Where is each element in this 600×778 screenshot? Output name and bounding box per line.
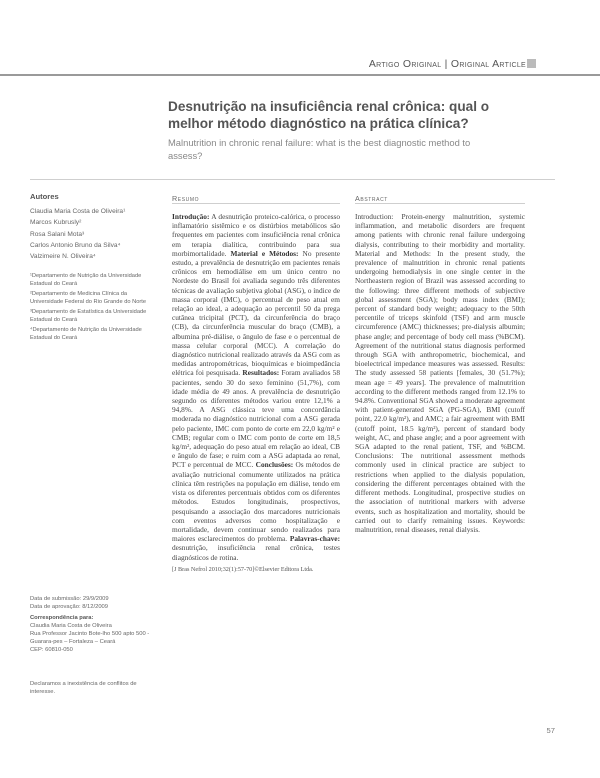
author-name: Marcos Kubrusly² (30, 219, 82, 227)
section-label: Artigo Original | Original Article (368, 58, 526, 70)
abstract-methods: In the present study, the prevalence of malnutrition in chronic renal patients undergoing hemodialysis in one single center in the Northeastern region of Brazil was assessed according to the following: three different methods of subjective global assessment (SGA); body mass index (BMI); percent of standard body weight; adequacy to the 50th percentile of triceps skinfold (TSF) and arm muscle circumference (AMC) thicknesses; pre-dialysis albumin; phase angle; and percentage of body cell mass (%BCM). Agreement of the nutritional status diagnosis performed through SGA with anthropometric, biochemical, and bioelectrical impedance measures was assessed. (355, 248, 525, 369)
correspondence-name: Claudia Maria Costa de Oliveira (30, 623, 112, 629)
abstract-intro-label: Introduction: (355, 212, 394, 221)
abstract-intro: Protein-energy malnutrition, systemic inflammation, and metabolic disorders are frequent among patients with chronic renal failure undergoing dialysis, contributing to their morbidity and mortality. (355, 212, 525, 249)
correspondence-postcode: CEP: 60810-050 (30, 647, 73, 653)
resumo-body (172, 212, 340, 574)
correspondence-label: Correspondência para: (30, 615, 94, 621)
author-name: Carlos Antonio Bruno da Silva⁴ (30, 241, 121, 249)
section-divider (30, 179, 555, 180)
abstract-body (355, 212, 525, 534)
resumo-methods-label: Material e Métodos: (230, 248, 299, 258)
author-name: Rosa Salani Mota³ (30, 230, 85, 238)
section-accent-square (527, 59, 536, 68)
author-name: Claudia Maria Costa de Oliveira¹ (30, 208, 126, 215)
resumo-methods: No presente estudo, a prevalência de desnutrição em pacientes renais crônicos em hemodiálise em um único centro no Nordeste do Brasil foi avaliada segundo três diferentes técnicas de avaliação subjetiva global (ASG), o índice de massa corporal (IMC), o percentual de peso atual em relação ao ideal, a adequação ao percentil 50 da prega cutânea tricipital (PCT), da circunferência do braço (CB), da circunferência muscular do braço (CMB), a albumina pré-diálise, o ângulo de fase e o percentual de massa celular corporal (MCC). A correlação do diagnóstico nutricional realizado através da ASG com as medidas antropométricas, bioquímicas e bioimpedância elétrica foi pesquisada. (172, 248, 340, 378)
submission-dates (30, 595, 152, 611)
resumo-rule (172, 203, 340, 204)
resumo-keywords-label: Palavras-chave: (289, 534, 341, 544)
header-rule (0, 74, 600, 76)
resumo-conclusions-label: Conclusões: (255, 460, 294, 470)
abstract-keywords: malnutrition, renal diseases, renal dialysis. (355, 524, 481, 534)
correspondence-address: Rua Professor Jacinto Bote-lho 500 apto 500 - Guarara-pes – Fortaleza – Ceará (30, 631, 150, 645)
resumo-results-label: Resultados: (242, 368, 280, 378)
article-subtitle: Malnutrition in chronic renal failure: what is the best diagnostic method to assess? (168, 137, 471, 161)
resumo-results: Foram avaliados 58 pacientes, sendo 30 do sexo feminino (51,7%), com idade média de 49 anos. A prevalência de desnutrição segundo os diferentes métodos variou entre 12,1% a 94,8%. A ASG clássica teve uma concordância moderada no diagnóstico nutricional com a ASG gerada pelo paciente, IMC com ponto de corte em 22,0 kg/m² e CMB; regular com o IMC com ponto de corte em 18,5 kg/m², adequação do peso atual em relação ao ideal, CB e ângulo de fase; e ruim com a ASG adaptada ao renal, PCT e percentual de MCC. (172, 368, 340, 470)
affiliation: ⁴Departamento de Nutrição da Universidade Estadual do Ceará (30, 327, 142, 341)
abstract-keywords-label: Keywords: (492, 515, 525, 525)
resumo-conclusions: Os métodos de avaliação nutricional comumente utilizados na prática clínica têm restrições na população em diálise, tendo em vista os diferentes percentuais obtidos com os diferentes métodos. Estudos longitudinais, prospectivos, pesquisando a associação dos marcadores nutricionais com eventos adversos como hospitalização e mortalidade, devem continuar sendo realizados para maiores esclarecimentos do problema. (172, 460, 340, 544)
affiliation: ³Departamento de Estatística da Universidade Estadual do Ceará (30, 309, 147, 323)
correspondence-block (30, 614, 152, 654)
abstract-results: The study assessed 58 patients [females, 30 (51.7%); mean age = 49 years]. The prevalence of malnutrition according to the different methods ranged from 12.1% to 94.8%. Conventional SGA showed a moderate agreement with patient-generated SGA (PG-SGA), BMI (cutoff point, 22.0 kg/m²), and AMC; a fair agreement with BMI (cutoff point, 18.5 kg/m²), percent of standard body weight, AC, and phase angle; and a poor agreement with SGA adapted to the renal patient, TSF, and %BCM. (355, 368, 525, 452)
resumo-intro: A desnutrição proteico-calórica, o processo inflamatório sistêmico e os distúrbios metabólicos são frequentes em pacientes com insuficiência renal crônica em terapia dialítica, contribuindo para sua morbimortalidade. (172, 212, 340, 258)
resumo-intro-label: Introdução: (172, 212, 210, 221)
conflict-statement: Declaramos a inexistência de conflitos de interesse. (30, 681, 137, 695)
approval-date: Data de aprovação: 8/12/2009 (30, 604, 108, 610)
abstract-heading: Abstract (355, 194, 388, 203)
submission-date: Data de submissão: 29/9/2009 (30, 596, 109, 602)
resumo-heading: Resumo (172, 194, 200, 203)
authors-heading: Autores (30, 192, 59, 201)
author-sidebar (30, 192, 152, 345)
abstract-results-label: Results: (501, 359, 525, 369)
abstract-rule (355, 203, 525, 204)
affiliation: ²Departamento de Medicina Clínica da Universidade Federal do Rio Grande do Norte (30, 291, 147, 305)
article-title: Desnutrição na insuficiência renal crônica: qual o melhor método diagnóstico na prática clínica? (168, 99, 490, 131)
abstract-methods-label: Material and Methods: (355, 248, 431, 258)
author-name: Valzimeire N. Oliveira⁴ (30, 253, 96, 261)
affiliation: ¹Departamento de Nutrição da Universidade Estadual do Ceará (30, 273, 142, 287)
abstract-conclusions: The nutritional assessment methods commonly used in clinical practice are subject to restrictions when applied to the dialysis population, considering the different percentages obtained with the different methods. Longitudinal, prospective studies on the association of nutritional markers with adverse events, such as hospitalization and mortality, should be carried out to clarify remaining issues. (355, 451, 525, 525)
abstract-conclusions-label: Conclusions: (355, 451, 394, 461)
journal-citation: [J Bras Nefrol 2010;32(1):57-70]©Elsevier Editora Ltda. (172, 565, 314, 573)
page-number: 57 (546, 726, 555, 735)
resumo-keywords: desnutrição, insuficiência renal crônica, testes diagnósticos de rotina. (172, 543, 340, 562)
